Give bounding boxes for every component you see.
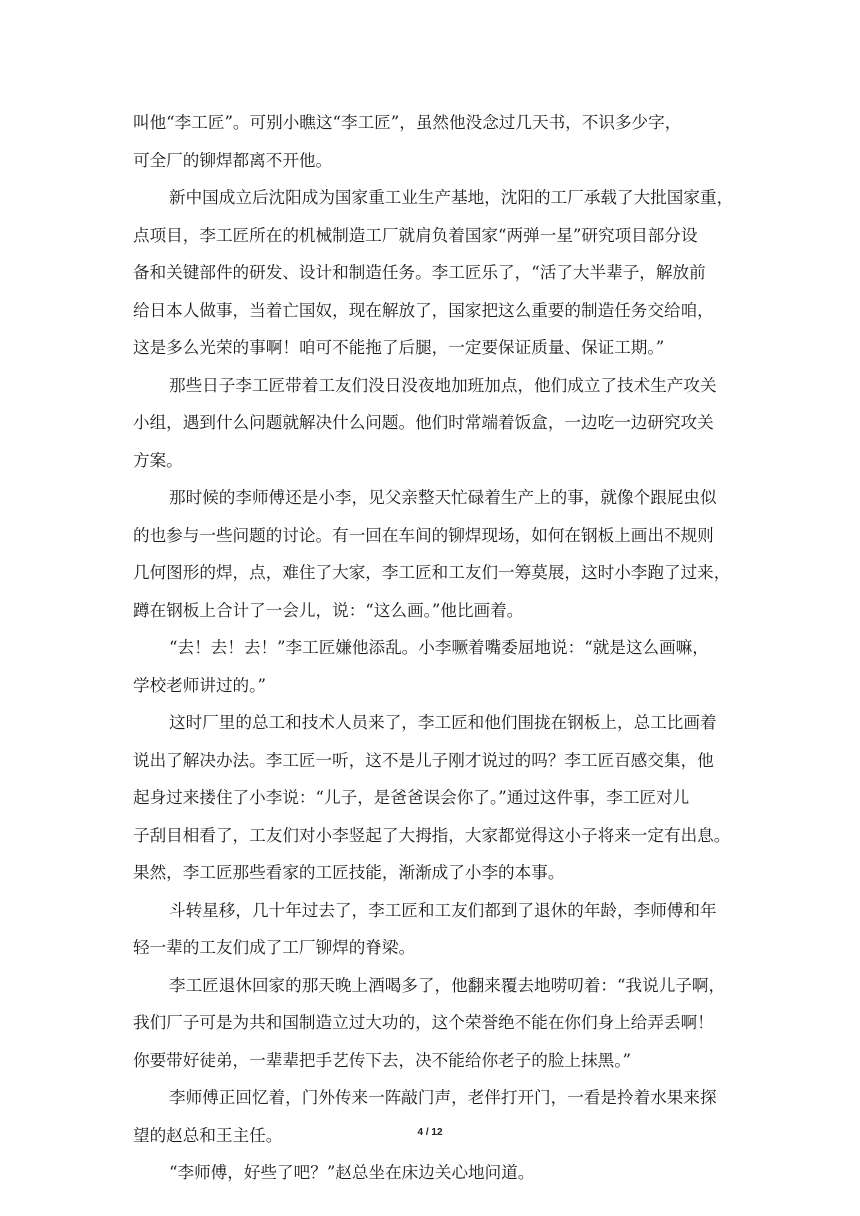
text-line: 几何图形的焊，点，难住了大家，李工匠和工友们一筹莫展，这时小李跑了过来， (133, 563, 731, 582)
text-line: 点项目，李工匠所在的机械制造工厂就肩负着国家“两弹一星”研究项目部分设 (133, 225, 698, 245)
text-line: 斗转星移，几十年过去了，李工匠和工友们都到了退休的年龄，李师傅和年 (169, 900, 717, 920)
text-line: 李师傅正回忆着，门外传来一阵敲门声，老伴打开门，一看是拎着水果来探 (169, 1088, 717, 1107)
text-line: “去！去！去！”李工匠嫌他添乱。小李噘着嘴委屈地说：“就是这么画嘛， (169, 638, 709, 657)
page-number: 4 / 12 (417, 1127, 443, 1138)
text-line: 这时厂里的总工和技术人员来了，李工匠和他们围拢在钢板上，总工比画着 (169, 713, 717, 732)
text-line: 说出了解决办法。李工匠一听，这不是儿子刚才说过的吗？李工匠百感交集，他 (133, 750, 714, 770)
text-line: 我们厂子可是为共和国制造立过大功的，这个荣誉绝不能在你们身上给弄丢啊！ (133, 1013, 714, 1032)
text-line: 果然，李工匠那些看家的工匠技能，渐渐成了小李的本事。 (133, 863, 565, 882)
text-line: 你要带好徒弟，一辈辈把手艺传下去，决不能给你老子的脸上抹黑。” (133, 1050, 631, 1070)
text-line: 那时候的李师傅还是小李，见父亲整天忙碌着生产上的事，就像个跟屁虫似 (169, 488, 717, 507)
text-line: 那些日子李工匠带着工友们没日没夜地加班加点，他们成立了技术生产攻关 (169, 375, 717, 395)
text-line: 可全厂的铆焊都离不开他。 (133, 150, 333, 170)
text-line: 叫他“李工匠”。可别小瞧这“李工匠”，虽然他没念过几天书，不识多少字， (133, 113, 682, 132)
text-line: 给日本人做事，当着亡国奴，现在解放了，国家把这么重要的制造任务交给咱， (133, 300, 714, 320)
text-line: 小组，遇到什么问题就解决什么问题。他们时常端着饭盒，一边吃一边研究攻关 (133, 413, 714, 432)
text-line: “李师傅，好些了吧？”赵总坐在床边关心地问道。 (169, 1163, 535, 1182)
text-line: 起身过来搂住了小李说：“儿子，是爸爸误会你了。”通过这件事，李工匠对儿 (133, 788, 690, 807)
text-line: 子刮目相看了，工友们对小李竖起了大拇指，大家都觉得这小子将来一定有出息。 (133, 825, 731, 845)
text-line: 望的赵总和王主任。 (133, 1125, 283, 1145)
text-line: 新中国成立后沈阳成为国家重工业生产基地，沈阳的工厂承载了大批国家重， (169, 188, 733, 207)
text-line: 备和关键部件的研发、设计和制造任务。李工匠乐了，“活了大半辈子，解放前 (133, 263, 706, 282)
text-line: 方案。 (133, 450, 183, 470)
text-line: 的也参与一些问题的讨论。有一回在车间的铆焊现场，如何在钢板上画出不规则 (133, 525, 714, 545)
text-line: 轻一辈的工友们成了工厂铆焊的脊梁。 (133, 938, 416, 957)
text-line: 蹲在钢板上合计了一会儿，说：“这么画。”他比画着。 (133, 600, 524, 620)
body-text (133, 104, 733, 1192)
text-line: 李工匠退休回家的那天晚上酒喝多了，他翻来覆去地唠叨着：“我说儿子啊， (169, 975, 726, 995)
text-line: 学校老师讲过的。” (133, 675, 266, 695)
text-line: 这是多么光荣的事啊！咱可不能拖了后腿，一定要保证质量、保证工期。” (133, 338, 665, 357)
